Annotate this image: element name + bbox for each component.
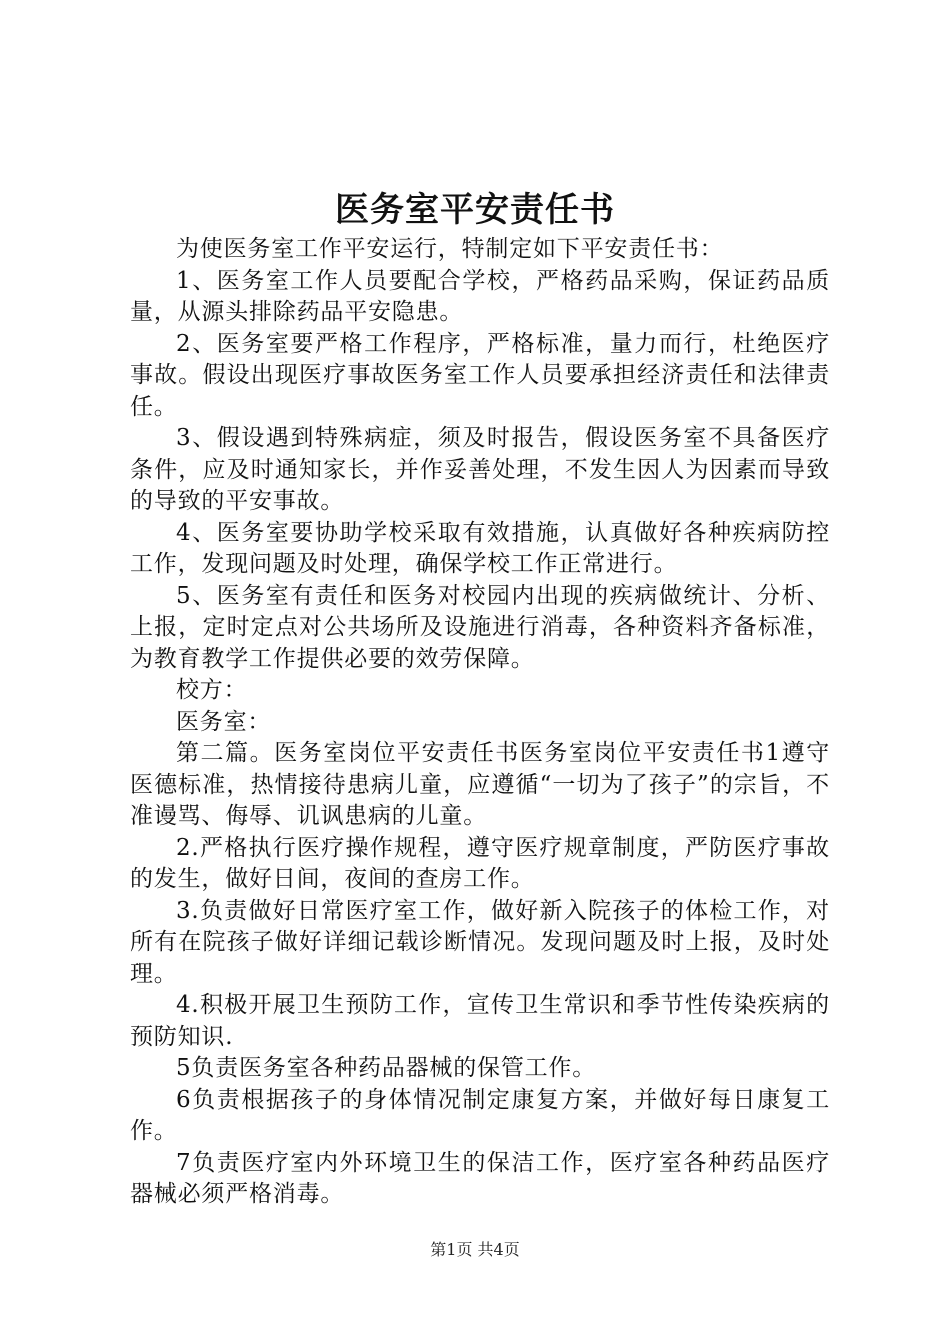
duty-7: 7负责医疗室内外环境卫生的保洁工作，医疗室各种药品医疗器械必须严格消毒。 — [130, 1149, 830, 1207]
document-body — [130, 234, 830, 1211]
clause-1: 1、医务室工作人员要配合学校，严格药品采购，保证药品质量，从源头排除药品平安隐患。 — [130, 267, 830, 325]
duty-3: 3.负责做好日常医疗室工作，做好新入院孩子的体检工作，对所有在院孩子做好详细记载诊断情况。发现问题及时上报，及时处理。 — [130, 897, 830, 987]
section-two-paragraph: 第二篇。医务室岗位平安责任书医务室岗位平安责任书1遵守医德标准，热情接待患病儿童，应遵循“一切为了孩子”的宗旨，不准谩骂、侮辱、讥讽患病的儿童。 — [130, 740, 830, 829]
duty-6: 6负责根据孩子的身体情况制定康复方案，并做好每日康复工作。 — [130, 1086, 830, 1144]
intro-paragraph: 为使医务室工作平安运行，特制定如下平安责任书： — [176, 236, 724, 262]
clause-3: 3、假设遇到特殊病症，须及时报告，假设医务室不具备医疗条件，应及时通知家长，并作妥善处理，不发生因人为因素而导致的导致的平安事故。 — [130, 425, 830, 514]
document-title: 医务室平安责任书 — [335, 190, 615, 230]
school-signature-label: 校方： — [176, 677, 248, 703]
page-number: 第1页 共4页 — [430, 1240, 520, 1259]
clause-4: 4、医务室要协助学校采取有效措施，认真做好各种疾病防控工作，发现问题及时处理，确保学校工作正常进行。 — [130, 519, 830, 577]
duty-2: 2.严格执行医疗操作规程，遵守医疗规章制度，严防医疗事故的发生，做好日间，夜间的查房工作。 — [130, 834, 830, 892]
clinic-signature-label: 医务室： — [176, 708, 272, 735]
clause-2: 2、医务室要严格工作程序，严格标准，量力而行，杜绝医疗事故。假设出现医疗事故医务室工作人员要承担经济责任和法律责任。 — [130, 330, 830, 420]
duty-5: 5负责医务室各种药品器械的保管工作。 — [176, 1055, 597, 1081]
clause-5: 5、医务室有责任和医务对校园内出现的疾病做统计、分析、上报，定时定点对公共场所及设施进行消毒，各种资料齐备标准，为教育教学工作提供必要的效劳保障。 — [130, 582, 830, 672]
duty-4: 4.积极开展卫生预防工作，宣传卫生常识和季节性传染疾病的预防知识. — [130, 992, 830, 1050]
